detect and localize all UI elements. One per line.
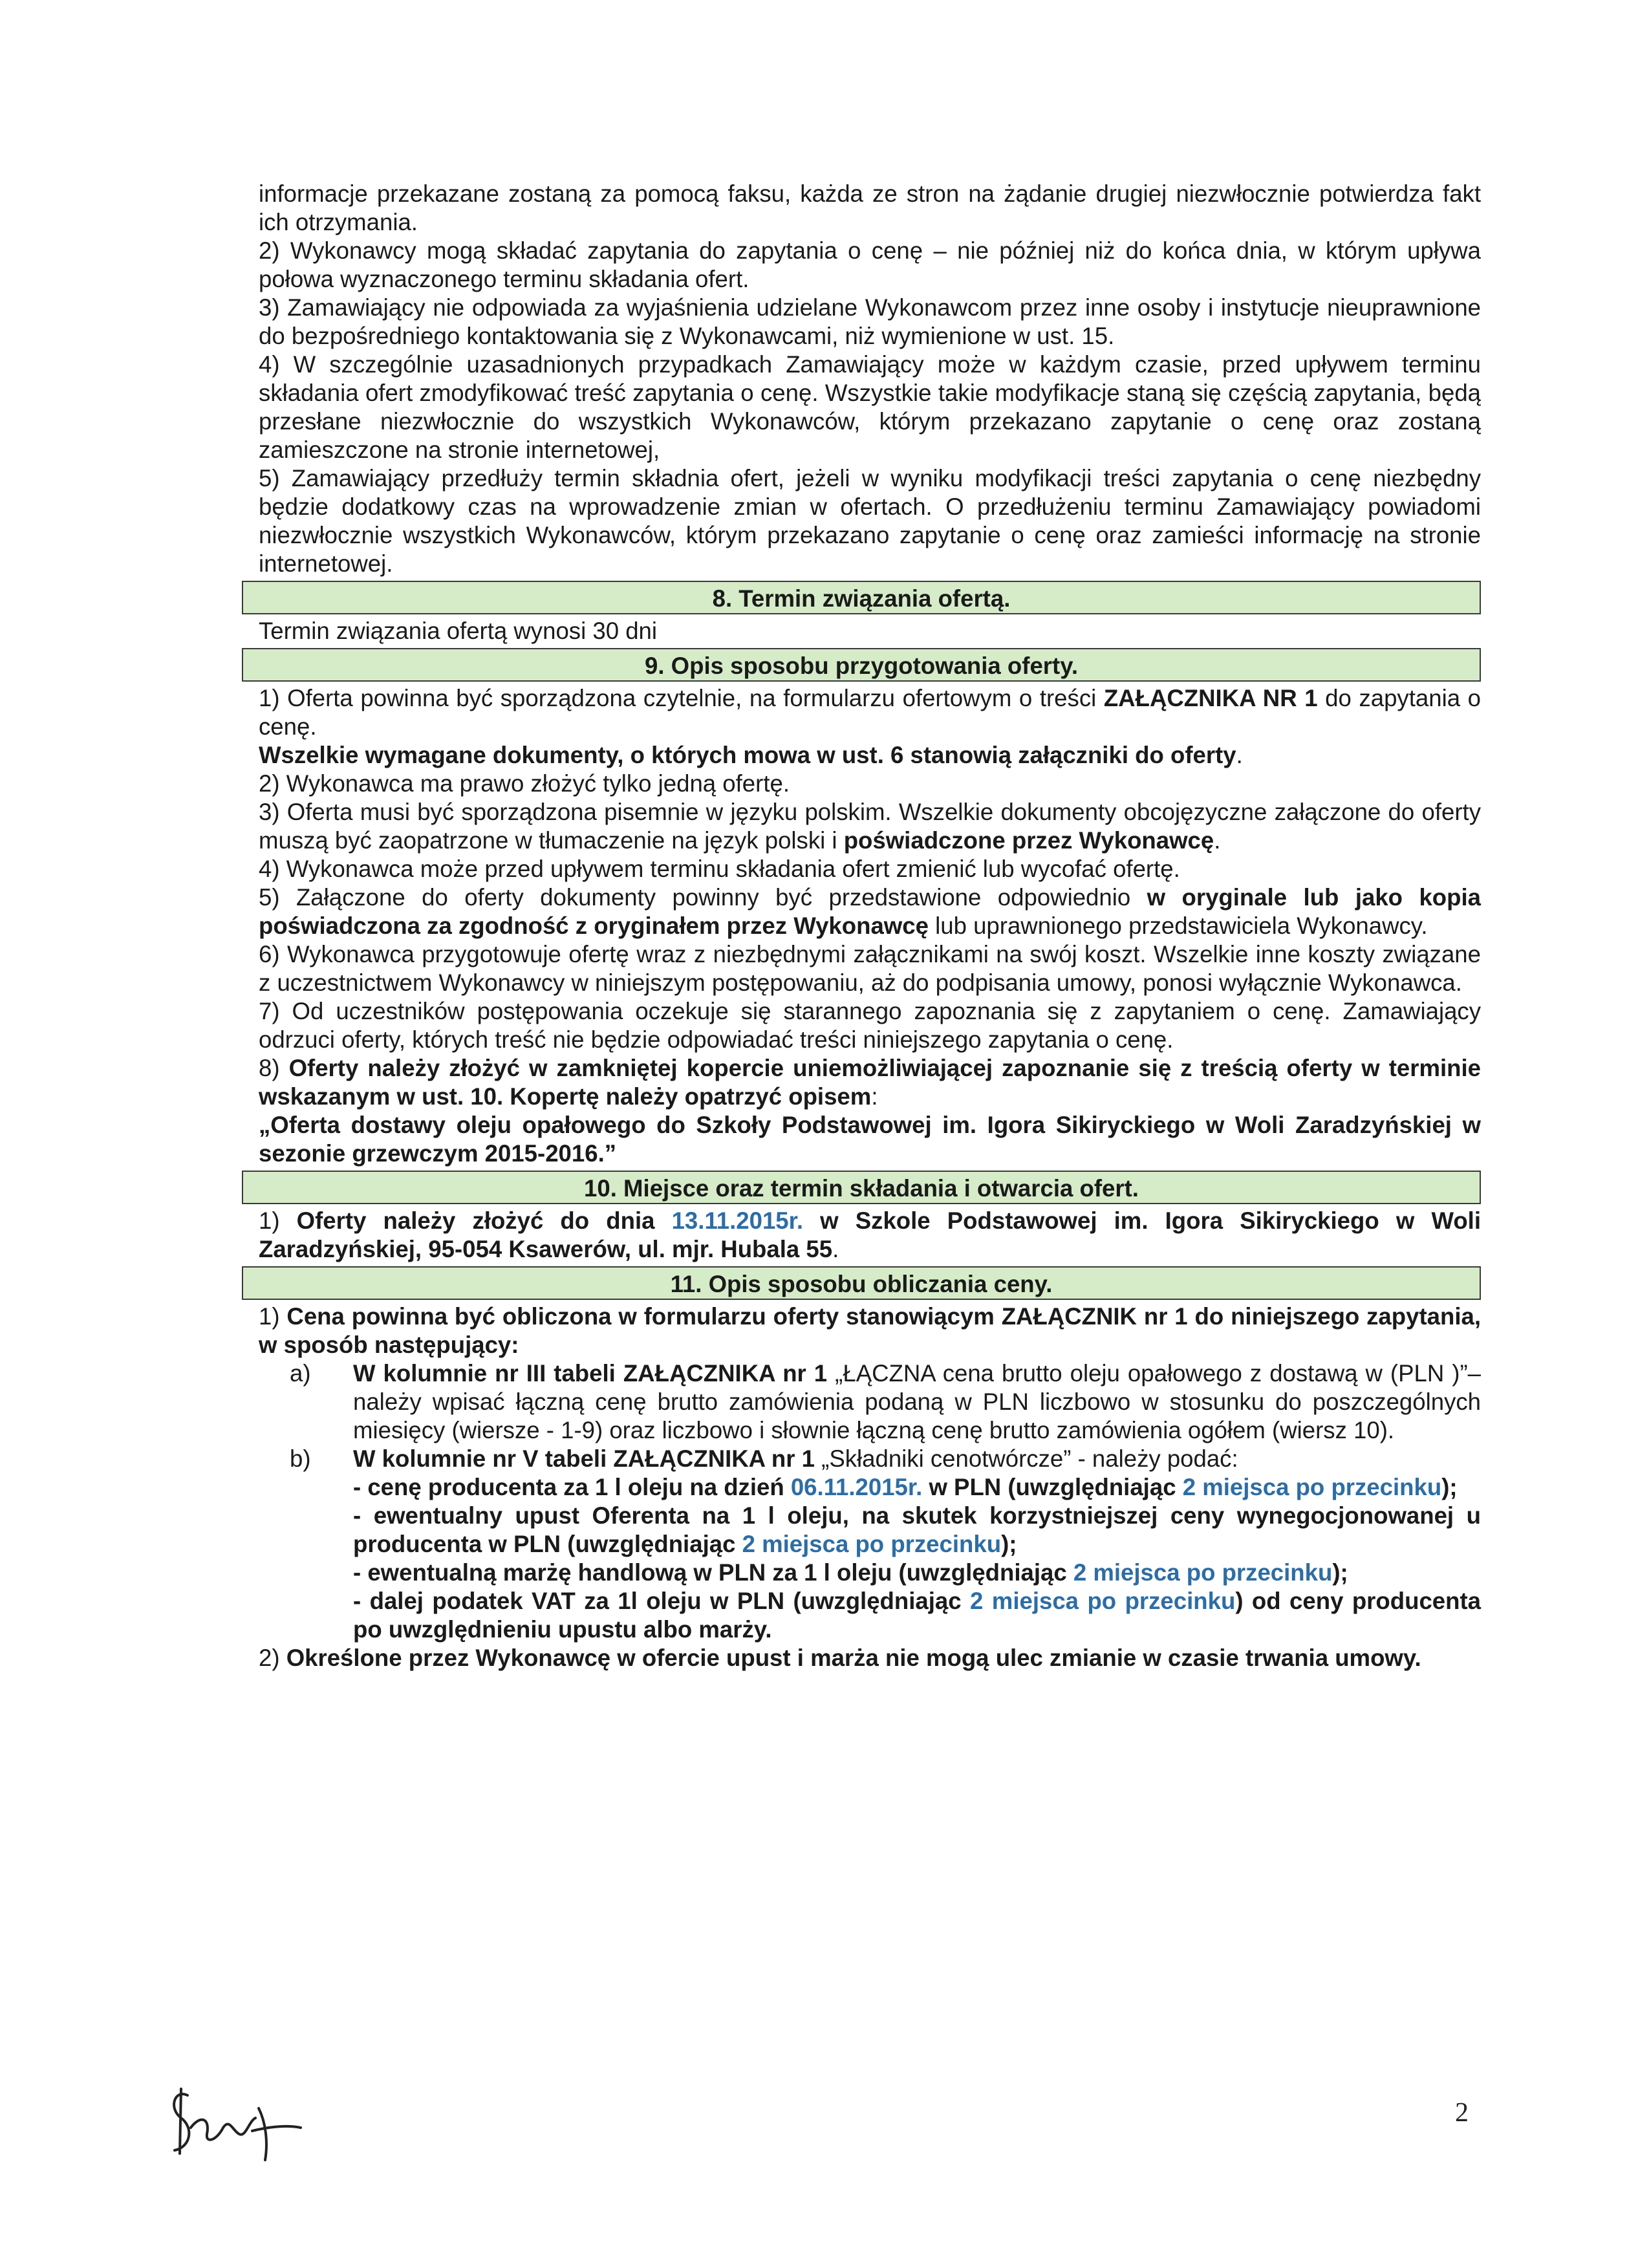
text: ) od ceny producenta po uwzględnieniu upustu albo marży. [353, 1588, 1481, 1643]
section-10-text [259, 1207, 1481, 1264]
section-9-p2: 2) Wykonawca ma prawo złożyć tylko jedną ofertę. [259, 770, 790, 797]
text: . [832, 1236, 839, 1262]
deadline-date: 13.11.2015r. [671, 1207, 804, 1234]
text: 1) [259, 1207, 297, 1234]
highlight-text: 2 miejsca po przecinku [970, 1588, 1236, 1614]
paragraph-intro-4: 4) W szczególnie uzasadnionych przypadkach Zamawiający może w każdym czasie, przed upływem terminu składania ofert zmodyfikować treść zapytania o cenę. Wszystkie takie modyfikacje staną się częścią zapytania, będą przesłane niezwłocznie do wszystkich Wykonawców, którym przekazano zapytanie o cenę oraz zostaną zamieszczone na stronie internetowej, [259, 351, 1481, 463]
bold-text: w oryginale lub jako kopia poświadczona za zgodność z oryginałem przez Wykonawcę [259, 884, 1481, 939]
section-9-envelope-label: „Oferta dostawy oleju opałowego do Szkoły Podstawowej im. Igora Sikiryckiego w Woli Zaradzyńskiej w sezonie grzewczym 2015-2016.” [259, 1112, 1481, 1167]
bold-text: W kolumnie nr V tabeli ZAŁĄCZNIKA nr 1 [353, 1445, 815, 1472]
bold-text: Oferty należy złożyć w zamkniętej kopercie uniemożliwiającej zapoznanie się z treścią oferty w terminie wskazanym w ust. 10. Kopertę należy opatrzyć opisem [259, 1055, 1481, 1110]
highlight-text: 2 miejsca po przecinku [1073, 1559, 1333, 1586]
page-number: 2 [1455, 2098, 1469, 2128]
text: 1) Oferta powinna być sporządzona czytelnie, na formularzu ofertowym o treści [259, 685, 1104, 711]
text: 8) [259, 1055, 289, 1081]
item-label: a) [290, 1360, 311, 1387]
section-11-item-a [259, 1359, 1481, 1445]
highlight-text: 2 miejsca po przecinku [1182, 1474, 1442, 1500]
text: „ŁĄCZNA cena brutto oleju opałowego z dostawą w (PLN )”– należy wpisać łączną cenę brutto zamówienia podaną w PLN liczbowo w stosunku do poszczególnych miesięcy (wiersze - 1-9) oraz liczbowo i słownie łączną cenę brutto zamówienia ogółem (wiersz 10). [353, 1360, 1481, 1443]
bold-text: Określone przez Wykonawcę w ofercie upust i marża nie mogą ulec zmianie w czasie trwania umowy. [286, 1645, 1421, 1671]
bold-text: W kolumnie nr III tabeli ZAŁĄCZNIKA nr 1 [353, 1360, 828, 1387]
text: - dalej podatek VAT za 1l oleju w PLN (uwzględniając [353, 1588, 971, 1614]
component-vat [353, 1587, 1481, 1644]
bold-text: poświadczone przez Wykonawcę [843, 827, 1214, 854]
bold-text: Oferty należy złożyć do dnia [296, 1207, 672, 1234]
text: ); [1001, 1531, 1017, 1557]
text: 2) [259, 1645, 286, 1671]
item-text [335, 1445, 1481, 1644]
bold-text: Wszelkie wymagane dokumenty, o których mowa w ust. 6 stanowią załączniki do oferty [259, 742, 1236, 768]
bold-text: w Szkole Podstawowej im. Igora Sikiryckiego w Woli Zaradzyńskiej, 95-054 Ksawerów, ul. mjr. Hubala 55 [259, 1207, 1481, 1262]
section-8-header: 8. Termin związania ofertą. [242, 581, 1481, 614]
paragraph-intro-cont: informacje przekazane zostaną za pomocą faksu, każda ze stron na żądanie drugiej niezwłocznie potwierdza fakt ich otrzymania. [259, 180, 1481, 235]
section-9-p1 [259, 684, 1481, 741]
bold-text: Cena powinna być obliczona w formularzu oferty stanowiącym ZAŁĄCZNIK nr 1 do niniejszego zapytania, w sposób następujący: [259, 1303, 1481, 1358]
price-date: 06.11.2015r. [790, 1474, 923, 1500]
text: 3) Oferta musi być sporządzona pisemnie w języku polskim. Wszelkie dokumenty obcojęzyczne załączone do oferty muszą być zaopatrzone w tłumaczenie na język polski i [259, 799, 1481, 854]
section-11-item-b [259, 1445, 1481, 1644]
text: - ewentualny upust Oferenta na 1 l oleju, na skutek korzystniejszej ceny wynegocjonowanej u producenta w PLN (uwzględniając [353, 1502, 1481, 1557]
text: do zapytania o cenę. [259, 685, 1481, 740]
paragraph-intro-3: 3) Zamawiający nie odpowiada za wyjaśnienia udzielane Wykonawcom przez inne osoby i instytucje nieuprawnione do bezpośredniego kontaktowania się z Wykonawcami, niż wymienione w ust. 15. [259, 294, 1481, 349]
section-9-p3 [259, 798, 1481, 855]
section-11-header: 11. Opis sposobu obliczania ceny. [242, 1266, 1481, 1300]
text: . [1236, 742, 1243, 768]
text: ); [1332, 1559, 1348, 1586]
text: - cenę producenta za 1 l oleju na dzień [353, 1474, 791, 1500]
component-discount [353, 1502, 1481, 1559]
text: - ewentualną marżę handlową w PLN za 1 l oleju (uwzględniając [353, 1559, 1073, 1586]
text: ); [1441, 1474, 1458, 1500]
section-9-p1-note [259, 741, 1481, 770]
paragraph-intro-2: 2) Wykonawcy mogą składać zapytania do zapytania o cenę – nie później niż do końca dnia, w którym upływa połowa wyznaczonego terminu składania ofert. [259, 237, 1481, 292]
section-11-p2 [259, 1644, 1481, 1672]
text: w PLN (uwzględniając [922, 1474, 1183, 1500]
section-8-text: Termin związania ofertą wynosi 30 dni [259, 618, 658, 644]
paragraph-intro-5: 5) Zamawiający przedłuży termin składnia ofert, jeżeli w wyniku modyfikacji treści zapytania o cenę niezbędny będzie dodatkowy czas na wprowadzenie zmian w ofertach. O przedłużeniu terminu Zamawiający powiadomi niezwłocznie wszystkich Wykonawców, którym przekazano zapytanie o cenę oraz zamieści informację na stronie internetowej. [259, 465, 1481, 577]
section-10-header: 10. Miejsce oraz termin składania i otwarcia ofert. [242, 1171, 1481, 1204]
text: „Składniki cenotwórcze” - należy podać: [815, 1445, 1238, 1472]
section-9-p7: 7) Od uczestników postępowania oczekuje się starannego zapoznania się z zapytaniem o cenę. Zamawiający odrzuci oferty, których treść nie będzie odpowiadać treści niniejszego zapytania o cenę. [259, 998, 1481, 1053]
section-9-p6: 6) Wykonawca przygotowuje ofertę wraz z niezbędnymi załącznikami na swój koszt. Wszelkie inne koszty związane z uczestnictwem Wykonawcy w niniejszym postępowaniu, aż do podpisania umowy, ponosi wyłącznie Wykonawca. [259, 941, 1481, 996]
bold-text: ZAŁĄCZNIKA NR 1 [1103, 685, 1318, 711]
component-producer-price [353, 1473, 1481, 1502]
text: lub uprawnionego przedstawiciela Wykonawcy. [928, 913, 1428, 939]
text: : [871, 1083, 878, 1110]
signature-image [162, 2082, 317, 2166]
text: 5) Załączone do oferty dokumenty powinny być przedstawione odpowiednio [259, 884, 1147, 911]
section-11-p1 [259, 1302, 1481, 1359]
section-9-p8 [259, 1054, 1481, 1111]
text: . [1214, 827, 1221, 854]
section-9-p5 [259, 883, 1481, 940]
highlight-text: 2 miejsca po przecinku [742, 1531, 1002, 1557]
item-label: b) [290, 1445, 311, 1472]
item-text [335, 1359, 1481, 1445]
section-9-header: 9. Opis sposobu przygotowania oferty. [242, 648, 1481, 682]
section-9-p4: 4) Wykonawca może przed upływem terminu składania ofert zmienić lub wycofać ofertę. [259, 856, 1180, 882]
document-page [259, 180, 1481, 1672]
text: 1) [259, 1303, 287, 1330]
component-margin [353, 1559, 1481, 1587]
